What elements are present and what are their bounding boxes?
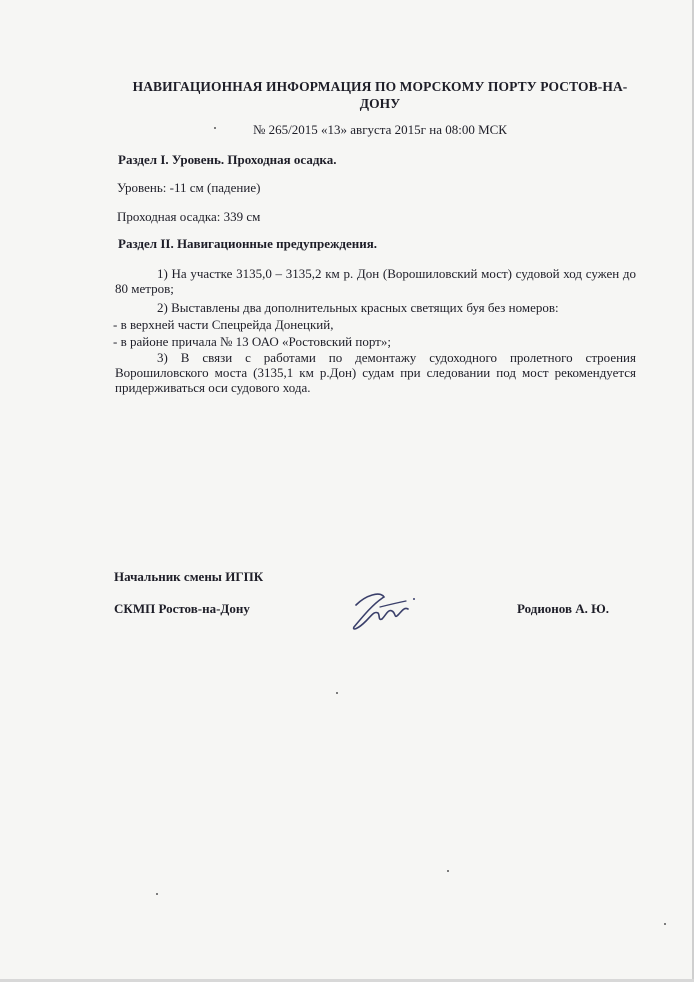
signatory-name: Родионов А. Ю.: [517, 601, 610, 616]
scan-speck: [447, 870, 449, 872]
warning-item-2: 2) Выставлены два дополнительных красных светящих буя без номеров:: [157, 300, 559, 315]
scan-speck: [214, 127, 216, 129]
signatory-position-line-2: СКМП Ростов-на-Дону: [114, 601, 250, 616]
water-level-line: Уровень: -11 см (падение): [117, 180, 261, 195]
warning-item-1-text: 1) На участке 3135,0 – 3135,2 км р. Дон (Ворошиловский мост) судовой ход сужен до 80 метров;: [115, 266, 636, 296]
scan-speck: [664, 923, 666, 925]
warning-item-2-sub-2: - в районе причала № 13 ОАО «Ростовский порт»;: [113, 334, 391, 349]
passage-draft-line: Проходная осадка: 339 см: [117, 209, 261, 224]
signatory-position-line-1: Начальник смены ИГПК: [114, 569, 264, 584]
scan-speck: [156, 893, 158, 895]
document-number-date: № 265/2015 «13» августа 2015г на 08:00 МСК: [253, 122, 507, 137]
warning-item-1: [115, 266, 636, 296]
section-1-heading: Раздел I. Уровень. Проходная осадка.: [118, 152, 337, 167]
warning-item-2-sub-1: - в верхней части Спецрейда Донецкий,: [113, 317, 334, 332]
handwritten-signature: [344, 585, 434, 635]
section-2-heading: Раздел II. Навигационные предупреждения.: [118, 236, 378, 251]
document-title: НАВИГАЦИОННАЯ ИНФОРМАЦИЯ ПО МОРСКОМУ ПОРТУ РОСТОВ-НА-ДОНУ: [132, 79, 628, 111]
scan-speck: [336, 692, 338, 694]
warning-item-3: [115, 350, 636, 395]
warning-item-3-text: 3) В связи с работами по демонтажу судоходного пролетного строения Ворошиловского моста (3135,1 км р.Дон) судам при следовании под мост рекомендуется придерживаться оси судового хода.: [115, 350, 636, 395]
